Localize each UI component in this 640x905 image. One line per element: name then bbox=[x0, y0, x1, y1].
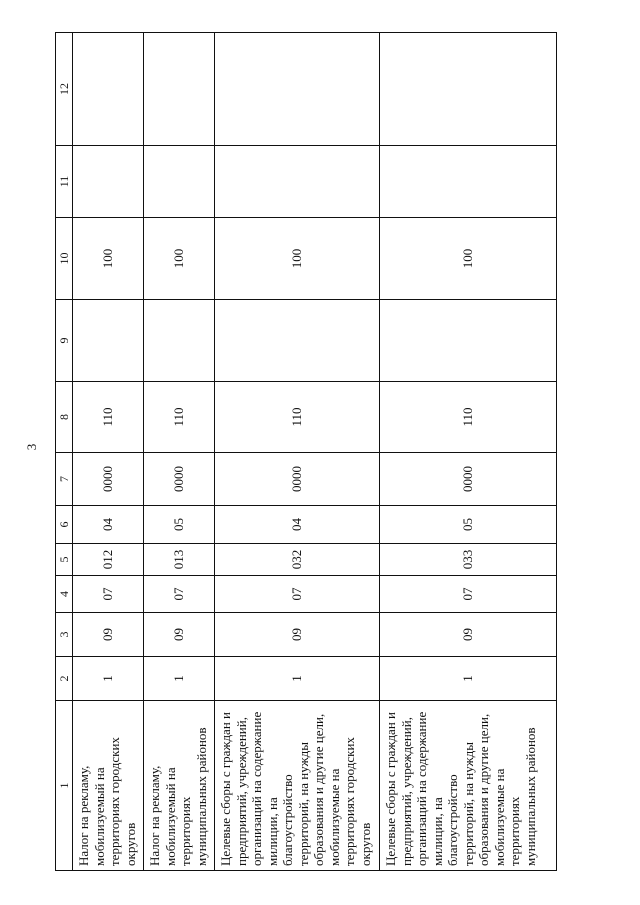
column-header: 11 bbox=[56, 146, 73, 218]
column-header: 10 bbox=[56, 218, 73, 300]
column-header: 4 bbox=[56, 576, 73, 613]
table-cell: 09 bbox=[73, 613, 144, 657]
table-cell: 100 bbox=[73, 218, 144, 300]
table-cell: 110 bbox=[73, 382, 144, 453]
table-cell: 033 bbox=[380, 544, 557, 576]
row-name-cell: Налог на рекламу, мобилизуемый на территориях муниципальных районов bbox=[144, 701, 215, 871]
table-cell bbox=[215, 33, 380, 146]
row-name-cell: Целевые сборы с граждан и предприятий, учреждений, организаций на содержание милиции, на благоустройство территорий, на нужды образования и другие цели, мобилизуемые на территориях муниципальных районов bbox=[380, 701, 557, 871]
column-header: 5 bbox=[56, 544, 73, 576]
table-cell: 100 bbox=[144, 218, 215, 300]
table-cell bbox=[144, 33, 215, 146]
column-header: 7 bbox=[56, 453, 73, 506]
table-cell: 09 bbox=[380, 613, 557, 657]
table-cell: 07 bbox=[144, 576, 215, 613]
table-cell: 0000 bbox=[73, 453, 144, 506]
table-cell: 05 bbox=[380, 506, 557, 544]
column-header: 12 bbox=[56, 33, 73, 146]
table-cell bbox=[380, 146, 557, 218]
table-cell: 013 bbox=[144, 544, 215, 576]
table-cell bbox=[380, 33, 557, 146]
table-cell: 100 bbox=[380, 218, 557, 300]
page-number: 3 bbox=[24, 443, 39, 451]
table-cell: 09 bbox=[144, 613, 215, 657]
column-header: 8 bbox=[56, 382, 73, 453]
table-cell bbox=[73, 33, 144, 146]
column-header: 9 bbox=[56, 300, 73, 382]
table-cell: 110 bbox=[380, 382, 557, 453]
table-cell bbox=[144, 300, 215, 382]
header-row bbox=[56, 33, 73, 871]
table-cell: 1 bbox=[380, 657, 557, 701]
table-row bbox=[380, 33, 557, 871]
table-cell: 04 bbox=[73, 506, 144, 544]
table-cell: 1 bbox=[215, 657, 380, 701]
table-cell bbox=[73, 300, 144, 382]
row-name-cell: Налог на рекламу, мобилизуемый на территориях городских округов bbox=[73, 701, 144, 871]
table-cell: 0000 bbox=[215, 453, 380, 506]
table-cell: 110 bbox=[144, 382, 215, 453]
table-cell: 07 bbox=[215, 576, 380, 613]
table-cell bbox=[215, 300, 380, 382]
table-row bbox=[215, 33, 380, 871]
table-cell: 100 bbox=[215, 218, 380, 300]
rotated-table-container bbox=[55, 33, 555, 871]
table-cell: 07 bbox=[380, 576, 557, 613]
table-cell: 1 bbox=[144, 657, 215, 701]
column-header: 1 bbox=[56, 701, 73, 871]
table-cell: 1 bbox=[73, 657, 144, 701]
table-cell bbox=[380, 300, 557, 382]
table-row bbox=[73, 33, 144, 871]
table-cell: 032 bbox=[215, 544, 380, 576]
table-row bbox=[144, 33, 215, 871]
table-cell bbox=[215, 146, 380, 218]
row-name-cell: Целевые сборы с граждан и предприятий, учреждений, организаций на содержание милиции, на благоустройство территорий, на нужды образования и другие цели, мобилизуемые на территориях городских округов bbox=[215, 701, 380, 871]
table-cell: 09 bbox=[215, 613, 380, 657]
column-header: 6 bbox=[56, 506, 73, 544]
table-cell: 110 bbox=[215, 382, 380, 453]
table-cell: 07 bbox=[73, 576, 144, 613]
table-cell: 0000 bbox=[144, 453, 215, 506]
table-cell: 0000 bbox=[380, 453, 557, 506]
column-header: 2 bbox=[56, 657, 73, 701]
table-cell bbox=[73, 146, 144, 218]
column-header: 3 bbox=[56, 613, 73, 657]
table-cell: 04 bbox=[215, 506, 380, 544]
table-cell: 05 bbox=[144, 506, 215, 544]
table-cell bbox=[144, 146, 215, 218]
budget-table bbox=[55, 32, 557, 871]
table-cell: 012 bbox=[73, 544, 144, 576]
